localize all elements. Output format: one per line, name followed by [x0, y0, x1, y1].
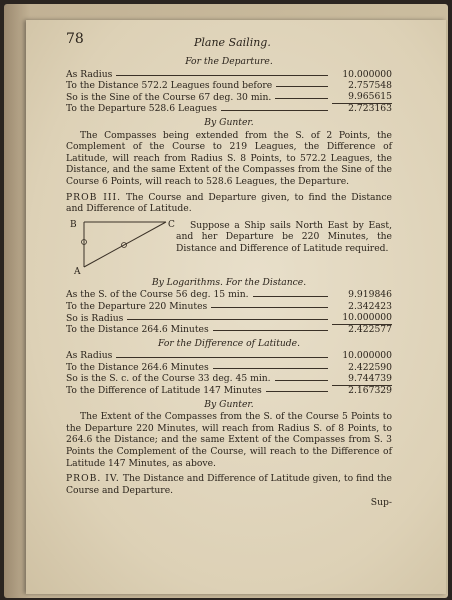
departure-table	[66, 69, 392, 115]
leader-line	[276, 86, 328, 87]
table-row	[66, 69, 392, 81]
row-value: 2.757548	[348, 80, 392, 92]
leader-line	[213, 330, 328, 331]
prob-3-label: PROB III.	[66, 191, 122, 203]
gunter-subhead: By Gunter.	[204, 116, 254, 128]
row-value: 9.744739	[332, 373, 392, 386]
prob-4-label: PROB. IV.	[66, 473, 120, 485]
page-content	[66, 31, 392, 509]
row-value: 10.000000	[342, 68, 392, 80]
prob-3-figure	[66, 217, 392, 275]
table-row	[66, 362, 392, 374]
difflat-subhead: For the Difference of Latitude.	[157, 337, 301, 349]
row-value: 2.422590	[348, 361, 392, 373]
table-row	[66, 289, 392, 301]
departure-subhead: For the Departure.	[185, 56, 273, 67]
distance-table	[66, 289, 392, 335]
prob-3-text: The Course and Departure given, to find the Distance and Difference of Latitude.	[66, 191, 392, 215]
row-value: 2.422577	[348, 324, 392, 336]
row-label: As Radius	[66, 350, 113, 362]
prob-3-supposition: Suppose a Ship sails North East by East, and her Departure be 220 Minutes, the Distance and Difference of Latitude required.	[176, 219, 392, 254]
row-label: To the Difference of Latitude 147 Minutes	[66, 385, 262, 397]
leader-line	[116, 75, 328, 76]
triangle-svg	[66, 217, 176, 275]
prob-3-heading	[66, 192, 392, 215]
table-row	[66, 92, 392, 104]
point-b-label: B	[70, 219, 77, 230]
row-label: To the Distance 264.6 Minutes	[66, 324, 209, 336]
table-row	[66, 385, 392, 397]
row-label: To the Departure 528.6 Leagues	[66, 103, 217, 115]
gunter-paragraph-2: The Extent of the Compasses from the S. of the Course 5 Points to the Departure 220 Minutes, will reach from Radius S. of 8 Points, to 264.6 the Distance; and the same Extent of the Compasses from S. 3 Points the Complement of the Course, will reach to the Difference of Latitude 147 Minutes, as above.	[66, 411, 392, 469]
row-label: So is the Sine of the Course 67 deg. 30 min.	[66, 91, 272, 103]
row-label: To the Distance 572.2 Leagues found before	[66, 80, 273, 92]
distance-line	[84, 222, 166, 267]
leader-line	[253, 296, 328, 297]
row-label: So is the S. c. of the Course 33 deg. 45 min.	[66, 373, 271, 385]
row-label: To the Departure 220 Minutes	[66, 300, 208, 312]
leader-line	[116, 357, 328, 358]
row-value: 9.965615	[332, 91, 392, 104]
leader-line	[211, 307, 328, 308]
table-row	[66, 373, 392, 385]
leader-line	[275, 98, 328, 99]
running-head: Plane Sailing.	[194, 36, 271, 49]
catchword: Sup-	[370, 497, 392, 509]
row-label: As Radius	[66, 68, 113, 80]
difflat-table	[66, 350, 392, 396]
row-value: 10.000000	[332, 312, 392, 325]
prob-4-text: The Distance and Difference of Latitude given, to find the Course and Departure.	[66, 473, 392, 496]
row-value: 10.000000	[342, 350, 392, 362]
gunter-subhead-2: By Gunter.	[204, 398, 254, 410]
point-c-label: C	[168, 219, 175, 230]
row-value: 2.167329	[348, 385, 392, 397]
row-label: To the Distance 264.6 Minutes	[66, 361, 209, 373]
leader-line	[275, 380, 328, 381]
table-row	[66, 80, 392, 92]
table-row	[66, 324, 392, 336]
leader-line	[213, 368, 328, 369]
row-value: 2.723163	[348, 103, 392, 115]
point-a-label: A	[74, 266, 81, 275]
row-label: As the S. of the Course 56 deg. 15 min.	[66, 289, 249, 301]
distance-subhead: By Logarithms. For the Distance.	[151, 276, 307, 288]
leader-line	[221, 110, 328, 111]
leader-line	[127, 319, 328, 320]
table-row	[66, 301, 392, 313]
row-label: So is Radius	[66, 312, 124, 324]
triangle-diagram	[66, 217, 176, 275]
table-row	[66, 103, 392, 115]
prob-4-heading	[66, 473, 392, 496]
page-number: 78	[66, 31, 84, 47]
row-value: 9.919846	[348, 289, 392, 301]
leader-line	[266, 391, 328, 392]
row-value: 2.342423	[348, 300, 392, 312]
table-row	[66, 350, 392, 362]
page-header	[66, 31, 392, 54]
table-row	[66, 313, 392, 325]
gunter-paragraph: The Compasses being extended from the S. of 2 Points, the Complement of the Course to 219 Leagues, the Difference of Latitude, will reach from Radius S. 8 Points, to 572.2 Leagues, the Distance, and the same Extent of the Compasses from the Sine of the Course 6 Points, will reach to 528.6 Leagues, the Departure.	[66, 129, 392, 187]
